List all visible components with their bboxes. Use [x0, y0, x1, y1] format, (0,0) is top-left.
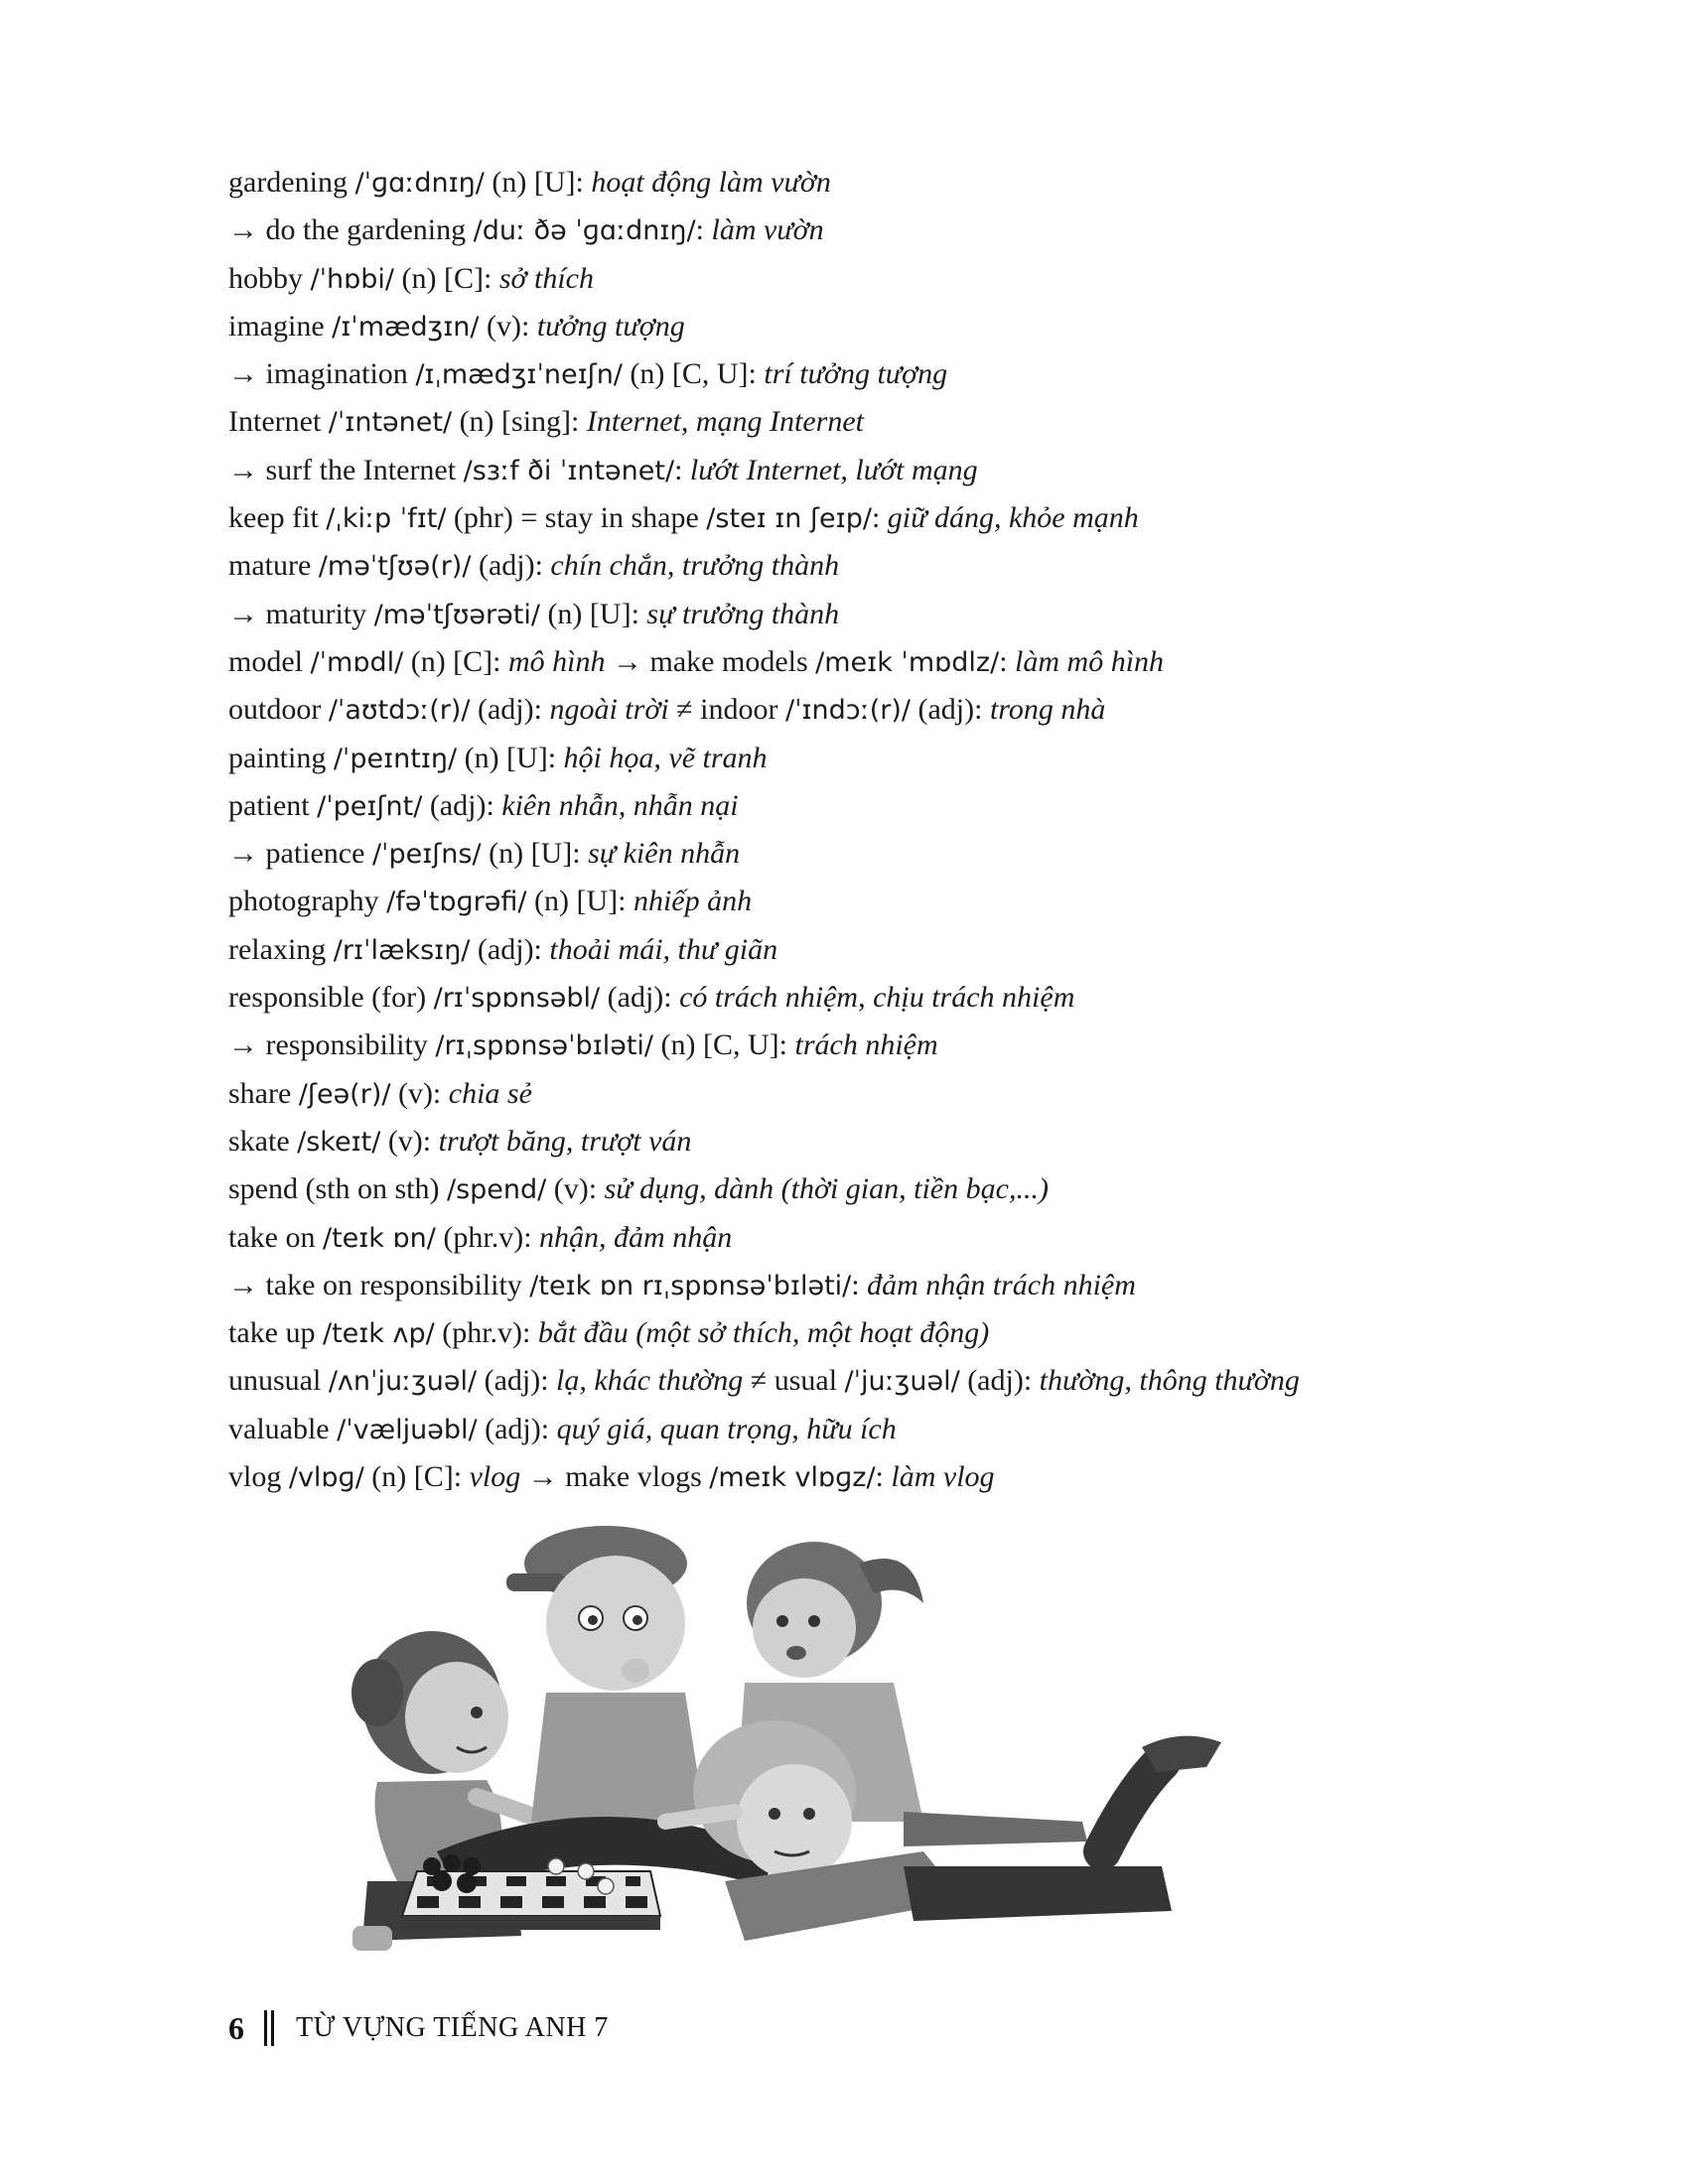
phonetic: /ɪˌmædʒɪˈneɪʃn/: [415, 359, 623, 391]
vocabulary-entry: [228, 1022, 1519, 1069]
meaning: hoạt động làm vườn: [591, 166, 831, 199]
entry-text: → patience: [228, 837, 372, 871]
meaning: lướt Internet, lướt mạng: [689, 453, 978, 486]
entry-text: → make models: [605, 644, 816, 678]
phonetic: /ʌnˈjuːʒuəl/: [328, 1366, 478, 1398]
vocabulary-entry: [228, 1357, 1519, 1405]
entry-text: (v):: [380, 1124, 439, 1158]
page-number: 6: [228, 2009, 244, 2046]
meaning: chia sẻ: [448, 1076, 532, 1110]
entry-text: valuable: [228, 1412, 338, 1445]
entry-text: (adj):: [477, 1412, 557, 1445]
vocabulary-entry: [228, 1214, 1519, 1262]
entry-text: (adj):: [477, 1364, 557, 1398]
entry-text: vlog: [228, 1460, 289, 1494]
entry-text: (v):: [546, 1172, 605, 1206]
vocabulary-entry: [228, 1070, 1519, 1118]
entry-text: (phr.v):: [435, 1220, 540, 1254]
meaning: quý giá, quan trọng, hữu ích: [556, 1412, 897, 1445]
phonetic: /ˈaʊtdɔː(r)/: [328, 695, 471, 727]
meaning: có trách nhiệm, chịu trách nhiệm: [679, 981, 1075, 1015]
entry-text: photography: [228, 885, 387, 918]
entry-text: (phr.v):: [434, 1316, 538, 1350]
meaning: sự trưởng thành: [646, 597, 840, 630]
vocabulary-entry: [228, 878, 1519, 925]
entry-text: (adj):: [959, 1364, 1040, 1398]
entry-text: Internet: [228, 405, 329, 439]
entry-text: → make vlogs: [520, 1460, 710, 1494]
vocabulary-entry: [228, 494, 1519, 542]
entry-text: share: [228, 1076, 299, 1110]
phonetic: /teɪk ɒn rɪˌspɒnsəˈbɪləti/: [529, 1270, 852, 1301]
vocabulary-entry: [228, 926, 1519, 974]
entry-text: → imagination: [228, 357, 416, 391]
entry-text: :: [999, 644, 1016, 678]
meaning: làm vlog: [891, 1460, 995, 1494]
entry-text: → surf the Internet: [228, 453, 464, 486]
meaning: hội họa, vẽ tranh: [563, 741, 768, 774]
phonetic: /sɜːf ði ˈɪntənet/: [463, 455, 675, 486]
phonetic: /ˈvæljuəbl/: [337, 1414, 478, 1445]
phonetic: /spend/: [447, 1174, 547, 1206]
entry-text: spend (sth on sth): [228, 1172, 447, 1206]
entry-text: (n) [U]:: [539, 597, 647, 630]
phonetic: /rɪˈlæksɪŋ/: [333, 934, 471, 966]
meaning: thoải mái, thư giãn: [549, 932, 778, 966]
entry-text: → take on responsibility: [228, 1268, 530, 1301]
entry-text: ≠ indoor: [668, 693, 785, 727]
entry-text: → maturity: [228, 597, 374, 630]
vocabulary-entry: [228, 830, 1519, 878]
phonetic: /meɪk ˈmɒdlz/: [815, 646, 1000, 678]
entry-text: relaxing: [228, 932, 334, 966]
phonetic: /ˈpeɪʃns/: [371, 839, 482, 871]
phonetic: /ˈjuːʒuəl/: [844, 1366, 960, 1398]
entry-text: (n) [U]:: [484, 166, 592, 199]
children-playing-chess-illustration: [308, 1524, 1311, 1980]
entry-text: imagine: [228, 309, 333, 342]
vocabulary-entry: [228, 542, 1519, 590]
entry-text: (n) [U]:: [481, 837, 589, 871]
phonetic: /ˈɪndɔː(r)/: [784, 695, 911, 727]
entry-text: (n) [U]:: [457, 741, 564, 774]
meaning: trượt băng, trượt ván: [438, 1124, 692, 1158]
entry-text: (adj):: [470, 932, 550, 966]
meaning: thường, thông thường: [1039, 1364, 1300, 1398]
phonetic: /fəˈtɒɡrəfi/: [386, 887, 527, 918]
entry-text: :: [871, 501, 888, 535]
entry-text: unusual: [228, 1364, 329, 1398]
vocabulary-list: [228, 159, 1519, 1501]
meaning: vlog: [469, 1460, 521, 1494]
meaning: nhiếp ảnh: [633, 885, 753, 918]
meaning: trách nhiệm: [794, 1028, 938, 1062]
phonetic: /rɪˈspɒnsəbl/: [433, 983, 601, 1015]
vocabulary-entry: [228, 350, 1519, 398]
vocabulary-entry: [228, 686, 1519, 734]
meaning: lạ, khác thường: [556, 1364, 744, 1398]
phonetic: /ˈhɒbi/: [310, 263, 395, 295]
meaning: bắt đầu (một sở thích, một hoạt động): [537, 1316, 990, 1350]
phonetic: /vlɒɡ/: [288, 1462, 364, 1494]
page-footer: [228, 2003, 609, 2053]
entry-text: (n) [sing]:: [452, 405, 587, 439]
entry-text: hobby: [228, 261, 311, 295]
meaning: Internet, mạng Internet: [586, 405, 864, 439]
entry-text: (v):: [479, 309, 537, 342]
entry-text: (n) [U]:: [526, 885, 633, 918]
entry-text: outdoor: [228, 693, 329, 727]
meaning: mô hình: [508, 644, 606, 678]
meaning: kiên nhẫn, nhẫn nại: [501, 788, 739, 822]
vocabulary-entry: [228, 255, 1519, 303]
meaning: làm mô hình: [1015, 644, 1165, 678]
phonetic: /ɪˈmædʒɪn/: [332, 311, 480, 342]
entry-text: → do the gardening: [228, 213, 474, 247]
entry-text: (v):: [390, 1076, 449, 1110]
meaning: giữ dáng, khỏe mạnh: [887, 501, 1139, 535]
entry-text: :: [674, 453, 690, 486]
entry-text: → responsibility: [228, 1028, 436, 1062]
phonetic: /ˈpeɪʃnt/: [317, 790, 423, 822]
vocabulary-entry: [228, 303, 1519, 350]
vocabulary-entry: [228, 974, 1519, 1022]
phonetic: /ʃeə(r)/: [298, 1078, 391, 1110]
entry-text: (n) [C, U]:: [622, 357, 765, 391]
meaning: đảm nhận trách nhiệm: [867, 1268, 1136, 1301]
vocabulary-entry: [228, 782, 1519, 830]
phonetic: /məˈtʃʊərəti/: [373, 599, 540, 630]
book-title: TỪ VỰNG TIẾNG ANH 7: [296, 2012, 609, 2043]
meaning: chín chắn, trưởng thành: [550, 549, 840, 583]
entry-text: painting: [228, 741, 334, 774]
phonetic: /teɪk ʌp/: [322, 1318, 435, 1350]
phonetic: /ˈmɒdl/: [310, 646, 404, 678]
entry-text: keep fit: [228, 501, 327, 535]
meaning: sự kiên nhẫn: [588, 837, 741, 871]
phonetic: /ˈɪntənet/: [328, 407, 453, 439]
entry-text: gardening: [228, 166, 355, 199]
meaning: sử dụng, dành (thời gian, tiền bạc,...): [604, 1172, 1049, 1206]
meaning: ngoài trời: [549, 693, 669, 727]
meaning: trong nhà: [989, 693, 1106, 727]
phonetic: /duː ðə ˈɡɑːdnɪŋ/: [473, 215, 696, 247]
phonetic: /ˌkiːp ˈfɪt/: [326, 503, 447, 535]
vocabulary-entry: [228, 1262, 1519, 1309]
entry-text: (adj):: [600, 981, 680, 1015]
entry-text: ≠ usual: [743, 1364, 845, 1398]
vocabulary-entry: [228, 638, 1519, 686]
entry-text: patient: [228, 788, 318, 822]
double-bar-separator-icon: [264, 2010, 274, 2046]
vocabulary-entry: [228, 1165, 1519, 1213]
meaning: làm vườn: [711, 213, 824, 247]
entry-text: skate: [228, 1124, 298, 1158]
vocabulary-entry: [228, 206, 1519, 254]
entry-text: (adj):: [470, 693, 550, 727]
vocabulary-entry: [228, 1406, 1519, 1453]
entry-text: model: [228, 644, 311, 678]
entry-text: (n) [C, U]:: [653, 1028, 795, 1062]
entry-text: take up: [228, 1316, 323, 1350]
phonetic: /teɪk ɒn/: [322, 1222, 436, 1254]
entry-text: (adj):: [422, 788, 502, 822]
phonetic: /steɪ ɪn ʃeɪp/: [706, 503, 872, 535]
meaning: sở thích: [498, 261, 594, 295]
vocabulary-entry: [228, 591, 1519, 638]
vocabulary-entry: [228, 398, 1519, 446]
vocabulary-entry: [228, 447, 1519, 494]
entry-text: (n) [C]:: [394, 261, 499, 295]
meaning: nhận, đảm nhận: [539, 1220, 733, 1254]
vocabulary-entry: [228, 735, 1519, 782]
vocabulary-entry: [228, 159, 1519, 206]
phonetic: /ˈɡɑːdnɪŋ/: [354, 168, 485, 199]
entry-text: (adj):: [471, 549, 551, 583]
vocabulary-entry: [228, 1453, 1519, 1501]
entry-text: :: [875, 1460, 892, 1494]
phonetic: /məˈtʃʊə(r)/: [318, 551, 472, 583]
phonetic: /skeɪt/: [297, 1126, 381, 1158]
vocabulary-entry: [228, 1309, 1519, 1357]
vocabulary-entry: [228, 1118, 1519, 1165]
entry-text: (n) [C]:: [403, 644, 509, 678]
meaning: trí tưởng tượng: [764, 357, 948, 391]
phonetic: /ˈpeɪntɪŋ/: [333, 743, 458, 774]
entry-text: :: [851, 1268, 868, 1301]
phonetic: /rɪˌspɒnsəˈbɪləti/: [435, 1030, 654, 1062]
entry-text: (phr) = stay in shape: [446, 501, 707, 535]
entry-text: :: [695, 213, 712, 247]
entry-text: (n) [C]:: [363, 1460, 470, 1494]
meaning: tưởng tượng: [536, 309, 685, 342]
entry-text: mature: [228, 549, 319, 583]
entry-text: (adj):: [910, 693, 990, 727]
entry-text: take on: [228, 1220, 323, 1254]
phonetic: /meɪk vlɒɡz/: [709, 1462, 876, 1494]
entry-text: responsible (for): [228, 981, 434, 1015]
